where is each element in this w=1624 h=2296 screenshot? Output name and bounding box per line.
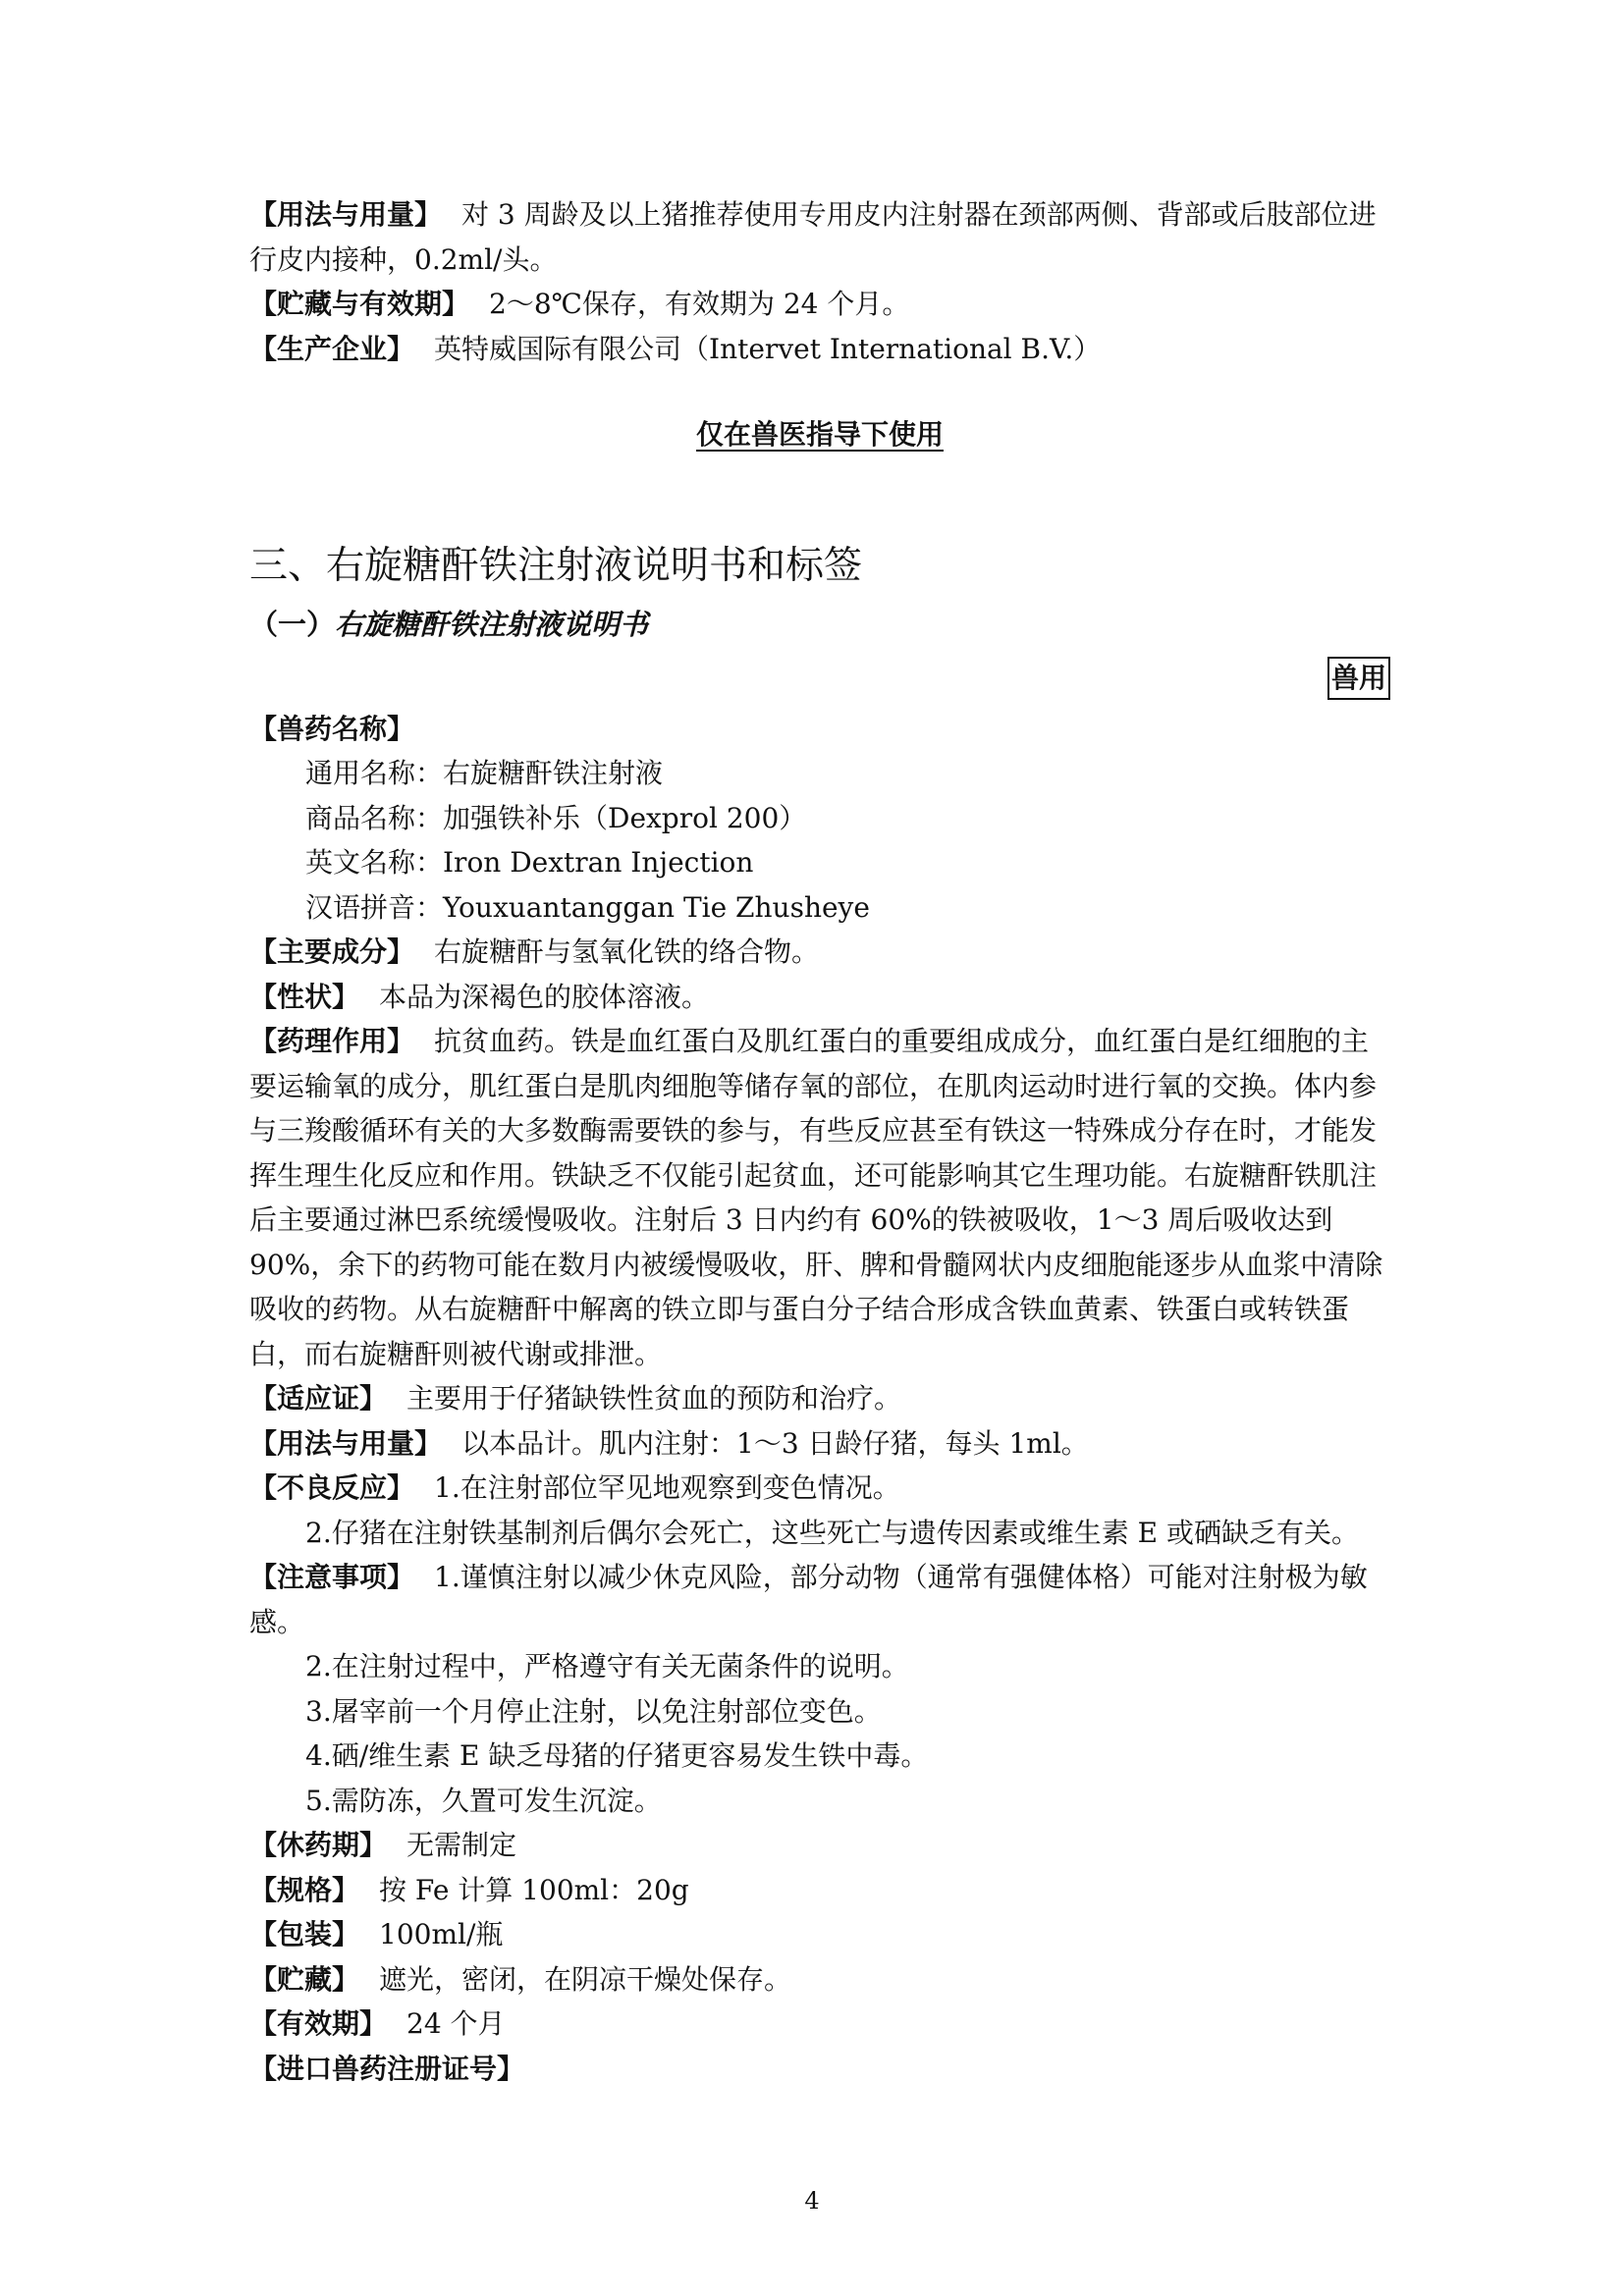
- subsection-title-text: 右旋糖酐铁注射液说明书: [335, 607, 649, 641]
- manufacturer-paragraph: [249, 327, 1390, 372]
- dosage-heading: 【用法与用量】: [249, 1426, 443, 1460]
- adverse-item-1: 1.在注射部位罕见地观察到变色情况。: [434, 1471, 900, 1504]
- storage-paragraph: [249, 1957, 1390, 2002]
- usage-text: 对 3 周龄及以上猪推荐使用专用皮内注射器在颈部两侧、背部或后肢部位进行皮内接种，0.2ml/头。: [249, 198, 1377, 276]
- precautions-paragraph: [249, 1555, 1390, 1644]
- precautions-item-5: 5.需防冻，久置可发生沉淀。: [305, 1784, 662, 1817]
- indications-paragraph: [249, 1376, 1390, 1421]
- storage-validity-heading: 【贮藏与有效期】: [249, 288, 470, 320]
- appearance-text: 本品为深褐色的胶体溶液。: [379, 980, 710, 1013]
- vet-use-notice: 仅在兽医指导下使用: [695, 418, 944, 451]
- spec-text: 按 Fe 计算 100ml：20g: [379, 1873, 689, 1906]
- spec-heading: 【规格】: [249, 1873, 360, 1906]
- precautions-item-3: 3.屠宰前一个月停止注射，以免注射部位变色。: [305, 1694, 882, 1728]
- registration-paragraph: [249, 2047, 1390, 2092]
- pharmacology-paragraph: [249, 1019, 1390, 1376]
- badge-row: [249, 656, 1390, 707]
- precautions-item-2: 2.在注射过程中，严格遵守有关无菌条件的说明。: [305, 1650, 909, 1682]
- registration-heading: 【进口兽药注册证号】: [249, 2052, 525, 2085]
- ingredients-paragraph: [249, 930, 1390, 975]
- ingredients-text: 右旋糖酐与氢氧化铁的络合物。: [434, 935, 820, 968]
- usage-paragraph-top: [249, 192, 1390, 282]
- dosage-text: 以本品计。肌内注射：1～3 日龄仔猪，每头 1ml。: [461, 1426, 1089, 1460]
- ingredients-heading: 【主要成分】: [249, 935, 415, 968]
- adverse-paragraph: [249, 1466, 1390, 1511]
- withdrawal-heading: 【休药期】: [249, 1829, 388, 1861]
- adverse-item-2: 2.仔猪在注射铁基制剂后偶尔会死亡，这些死亡与遗传因素或维生素 E 或硒缺乏有关。: [305, 1516, 1359, 1549]
- withdrawal-paragraph: [249, 1823, 1390, 1868]
- spec-paragraph: [249, 1868, 1390, 1913]
- pharmacology-heading: 【药理作用】: [249, 1025, 415, 1057]
- page-number: 4: [804, 2187, 820, 2215]
- storage-heading: 【贮藏】: [249, 1962, 360, 1996]
- drug-name-heading: 【兽药名称】: [249, 712, 415, 745]
- usage-heading: 【用法与用量】: [249, 198, 443, 231]
- subsection-title: [249, 601, 1390, 648]
- precautions-heading: 【注意事项】: [249, 1561, 415, 1593]
- english-name-line: 英文名称：Iron Dextran Injection: [305, 846, 754, 879]
- section-title: 三、右旋糖酐铁注射液说明书和标签: [249, 543, 863, 588]
- indications-text: 主要用于仔猪缺铁性贫血的预防和治疗。: [406, 1382, 902, 1415]
- pharmacology-text: 抗贫血药。铁是血红蛋白及肌红蛋白的重要组成成分，血红蛋白是红细胞的主要运输氧的成分，肌红蛋白是肌肉细胞等储存氧的部位，在肌肉运动时进行氧的交换。体内参与三羧酸循环有关的大多数酶需要铁的参与，有些反应甚至有铁这一特殊成分存在时，才能发挥生理生化反应和作用。铁缺乏不仅能引起贫血，还可能影响其它生理功能。右旋糖酐铁肌注后主要通过淋巴系统缓慢吸收。注射后 3 日内约有 60%的铁被吸收，1～3 周后吸收达到 90%，余下的药物可能在数月内被缓慢吸收，肝、脾和骨髓网状内皮细胞能逐步从血浆中清除吸收的药物。从右旋糖酐中解离的铁立即与蛋白分子结合形成含铁血黄素、铁蛋白或转铁蛋白，而右旋糖酐则被代谢或排泄。: [249, 1025, 1383, 1370]
- dosage-paragraph: [249, 1421, 1390, 1467]
- appearance-paragraph: [249, 975, 1390, 1020]
- trade-name-line: 商品名称：加强铁补乐（Dexprol 200）: [305, 801, 807, 834]
- precautions-item-4: 4.硒/维生素 E 缺乏母猪的仔猪更容易发生铁中毒。: [305, 1739, 929, 1772]
- appearance-heading: 【性状】: [249, 980, 360, 1013]
- precautions-item-1: 1.谨慎注射以减少休克风险，部分动物（通常有强健体格）可能对注射极为敏感。: [249, 1561, 1368, 1638]
- manufacturer-text: 英特威国际有限公司（Intervet International B.V.）: [434, 332, 1102, 365]
- validity-paragraph: [249, 2002, 1390, 2047]
- storage-validity-paragraph: [249, 282, 1390, 327]
- subsection-prefix: （一）: [249, 607, 336, 641]
- adverse-heading: 【不良反应】: [249, 1471, 415, 1504]
- validity-heading: 【有效期】: [249, 2007, 388, 2040]
- packaging-paragraph: [249, 1912, 1390, 1957]
- storage-validity-text: 2～8℃保存，有效期为 24 个月。: [489, 288, 910, 320]
- packaging-heading: 【包装】: [249, 1918, 360, 1950]
- drug-name-heading-line: [249, 707, 1390, 752]
- storage-text: 遮光，密闭，在阴凉干燥处保存。: [379, 1962, 792, 1996]
- withdrawal-text: 无需制定: [406, 1829, 517, 1861]
- generic-name-line: 通用名称：右旋糖酐铁注射液: [305, 757, 664, 789]
- page-content: [249, 192, 1390, 2091]
- pinyin-name-line: 汉语拼音：Youxuantanggan Tie Zhusheye: [305, 890, 870, 924]
- packaging-text: 100ml/瓶: [379, 1918, 504, 1950]
- validity-text: 24 个月: [406, 2007, 506, 2040]
- indications-heading: 【适应证】: [249, 1382, 388, 1415]
- manufacturer-heading: 【生产企业】: [249, 332, 415, 365]
- veterinary-badge: 兽用: [1327, 657, 1390, 700]
